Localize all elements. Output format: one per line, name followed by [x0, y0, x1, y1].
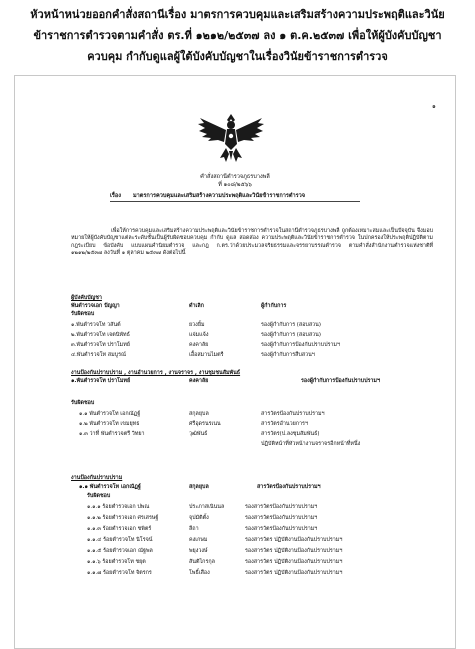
patrol-responsible-label: รับผิดชอบ	[87, 493, 111, 499]
patrol-title: งานป้องกันปราบปราม	[71, 475, 123, 481]
row-position: รองสารวัตร ปฏิบัติงานป้องกันปราบปรามฯ	[245, 537, 343, 543]
work-groups-extra-line: ปฏิบัติหน้าที่หัวหน้างานจราจรอีกหน้าที่หนึ่ง	[261, 441, 361, 447]
commander-surname: ดำเลิก	[189, 303, 204, 309]
row-position: รองผู้กำกับการ (สอบสวน)	[261, 322, 321, 328]
row-name: ๒.พันตำรวจโท เจตนิพัทธ์	[71, 332, 130, 338]
commander-name: พันตำรวจเอก ปัญญา	[71, 303, 120, 309]
order-title: คำสั่งสถานีตำรวจภูธรบางพลี	[200, 174, 270, 180]
garuda-emblem-icon	[196, 110, 266, 164]
lead-surname: สกุลยุบล	[189, 484, 209, 490]
lead-name: ๑.๑ พันตำรวจโท เอกณัฏฐ์	[79, 484, 141, 490]
subject-text: มาตรการควบคุมและเสริมสร้างความประพฤติและวินัยข้าราชการตำรวจ	[132, 193, 306, 199]
row-name: ๑.๒ พันตำรวจโท เขมยุทธ	[79, 421, 140, 427]
commanders-section	[71, 295, 441, 365]
row-surname: แจ่มแจ้ง	[189, 332, 209, 338]
row-name: ๑.๑.๓ ร้อยตำรวจเอก ชพิตร์	[87, 526, 152, 532]
row-name: ๑.๑.๔ ร้อยตำรวจโท นิโรจน์	[87, 537, 153, 543]
headline-line-2: ข้าราชการตำรวจตามคำสั่ง ตร.ที่ ๑๒๑๒/๒๕๓๗ ลง ๑ ต.ค.๒๕๓๗ เพื่อให้ผู้บังคับบัญชา	[33, 29, 442, 42]
row-surname: ยวงยิ้ม	[189, 322, 205, 328]
row-position: รองผู้กำกับการ (สอบสวน)	[261, 332, 321, 338]
row-surname: ลีถา	[189, 526, 199, 532]
commanders-responsible-label: รับผิดชอบ	[71, 311, 95, 317]
row-name: ๓.พันตำรวจโท ปราโมทย์	[71, 342, 130, 348]
row-position: สารวัตรอำนวยการฯ	[261, 421, 308, 427]
row-surname: จุปมัติตั้ง	[189, 515, 209, 521]
lead-position: สารวัตรป้องกันปราบปรามฯ	[257, 484, 321, 490]
row-position: สารวัตร(ป.ลงชุมสัมพันธ์)	[261, 431, 320, 437]
row-name: ๑.๓ ว่าที่ พันตำรวจตรี วิทยา	[79, 431, 145, 437]
row-name: ๑.๑.๗ ร้อยตำรวจโท จิตรกร	[87, 570, 152, 576]
lead-name: ๑.พันตำรวจโท ปราโมทย์	[71, 378, 131, 384]
document-scan	[14, 75, 456, 649]
work-groups-responsible-label: รับผิดชอบ	[71, 400, 95, 406]
row-surname: โพธิ์เสือง	[189, 570, 210, 576]
subject-label: เรื่อง	[110, 193, 122, 199]
work-groups-section	[71, 370, 441, 462]
row-surname: เอื้อสมานไมตรี	[189, 352, 224, 358]
patrol-section	[71, 475, 441, 585]
row-position: รองสารวัตรป้องกันปราบปรามฯ	[245, 504, 318, 510]
order-number: ที่ ๑๐๘/๒๕๖๖	[218, 182, 252, 188]
page-number: ๑	[432, 103, 436, 110]
commander-position: ผู้กำกับการ	[261, 303, 287, 309]
row-surname: ศรีอุดรนรเนน	[189, 421, 221, 427]
row-surname: วุฒิพันธ์	[189, 431, 208, 437]
row-surname: คงเกษม	[189, 537, 208, 543]
subject-line	[110, 193, 305, 201]
row-name: ๑.๑.๒ ร้อยตำรวจเอก ศรเสรษฐ์	[87, 515, 159, 521]
work-groups-title: งานป้องกันปราบปราม , งานอำนวยการ , งานจราจร , งานชุมชนสัมพันธ์	[71, 370, 241, 376]
headline	[0, 4, 475, 67]
lead-surname: คงคาลัย	[189, 378, 209, 384]
row-name: ๑.๑.๖ ร้อยตำรวจโท ชยุต	[87, 559, 146, 565]
row-name: ๑.พันตำรวจโท วสันต์	[71, 322, 121, 328]
row-name: ๑.๑.๑ ร้อยตำรวจเอก ปพณ	[87, 504, 150, 510]
row-position: รองสารวัตร ปฏิบัติงานป้องกันปราบปรามฯ	[245, 559, 343, 565]
row-surname: สันติไกรกุล	[189, 559, 215, 565]
subject-divider	[110, 201, 360, 202]
row-position: รองผู้กำกับการสืบสวนฯ	[261, 352, 315, 358]
preamble-text: เพื่อให้การควบคุมและเสริมสร้างความประพฤติและวินัยข้าราชการตำรวจในสถานีตำรวจภูธรบางพลี ถูกต้องเหมาะสมและเป็นปัจจุบัน จึงมอบหมายให้ผู้บังคับบัญชาแต่ละระดับชั้นเป็นผู้รับผิดชอบควบคุม กำกับ ดูแล สอดส่อง ความประพฤติและวินัยข้าราชการตำรวจ ในปกครองให้ประพฤติปฏิบัติตามกฎระเบียบ ข้อบังคับ แบบแผนคำนิยมตำรวจ และกฎ ก.ตร.ว่าด้วยประมวลจริยธรรมและจรรยาบรรณตำรวจ ตามคำสั่งสำนักงานตำรวจแห่งชาติที่ ๑๒๑๒/๒๕๓๗ ลงวันที่ ๑ ตุลาคม ๒๕๓๗ ดังต่อไปนี้	[71, 228, 433, 256]
row-position: สารวัตรป้องกันปราบปรามฯ	[261, 411, 325, 417]
row-name: ๑.๑ พันตำรวจโท เอกณัฏฐ์	[79, 411, 141, 417]
row-position: รองสารวัตรป้องกันปราบปรามฯ	[245, 526, 318, 532]
row-position: รองสารวัตร ปฏิบัติงานป้องกันปราบปรามฯ	[245, 548, 343, 554]
row-name: ๑.๑.๕ ร้อยตำรวจเอก ณัฐพล	[87, 548, 153, 554]
headline-line-3: ควบคุม กำกับดูแลผู้ใต้บังคับบัญชาในเรื่องวินัยข้าราชการตำรวจ	[87, 50, 388, 63]
row-surname: สกุลยุบล	[189, 411, 209, 417]
row-surname: ประภาสเนินนล	[189, 504, 225, 510]
row-surname: พยุงวงษ์	[189, 548, 208, 554]
commanders-title: ผู้บังคับบัญชา	[71, 295, 102, 301]
preamble-paragraph	[71, 228, 433, 257]
row-position: รองผู้กำกับการป้องกันปราบปรามฯ	[261, 342, 341, 348]
row-position: รองสารวัตรป้องกันปราบปรามฯ	[245, 515, 318, 521]
row-surname: คงคาลัย	[189, 342, 209, 348]
headline-line-1: หัวหน้าหน่วยออกคำสั่งสถานีเรื่อง มาตรการควบคุมและเสริมสร้างความประพฤติและวินัย	[30, 8, 445, 21]
row-position: รองสารวัตร ปฏิบัติงานป้องกันปราบปรามฯ	[245, 570, 343, 576]
row-name: ๔.พันตำรวจโท สมบูรณ์	[71, 352, 126, 358]
lead-position: รองผู้กำกับการป้องกันปราบปรามฯ	[301, 378, 381, 384]
